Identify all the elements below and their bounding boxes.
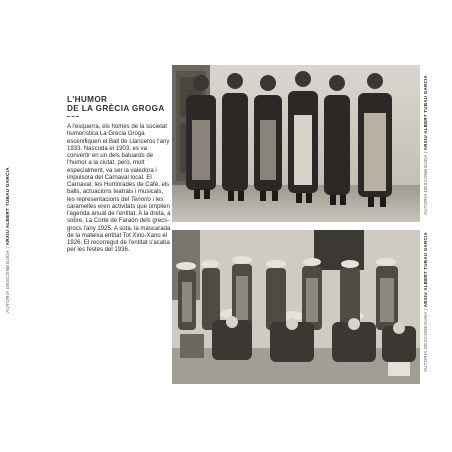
credit-archive: ARXIU ALBERT TUBAU GARCIA [423,75,428,151]
credit-separator: | [423,150,428,155]
title-line-2: DE LA GRÈCIA GROGA [67,104,165,114]
standing-group-illustration [172,65,420,222]
body-text-part-1: A l'esquerra, els homes de la societat humorística La Grècia Groga escenifiquen el Ball de Llanceros l'any 1933. Nascuda el 1903, es va convertir en un dels baluards de l'humor a la ciutat, però, molt especialment, va ser la valedora i impulsora del Carnaval local. El Carnaval, les Humorades de Cafè, els balls, actuacions teatrals i musicals, les representacions del [67,124,170,203]
credit-archive: ARXIU ALBERT TUBAU GARCIA [5,167,10,246]
credit-archive: ARXIU ALBERT TUBAU GARCIA [423,232,428,308]
article-title [67,95,167,113]
credit-separator: | [5,245,10,251]
seated-costumed-group-photo [172,230,420,384]
body-text-italic: Tenorio [130,196,151,203]
costumed-group-photo [172,65,420,222]
body-text-part-2: i les caramelles eren activitats que omplien l'agenda anual de l'entitat. A la dreta, a sobre, La Corte de Faraón dels grecs-grocs l'any 1925. A sota, la mascarada de la mateixa entitat Tot Xino-Xano el 1926. El recorregut de l'entitat s'acaba per les festes del 1936. [67,196,171,254]
title-line-1: L'HUMOR [67,95,108,104]
credit-author: AUTORIA DESCONEGUDA [423,311,428,372]
credit-author: AUTORIA DESCONEGUDA [423,154,428,215]
top-photo-credit [423,75,428,215]
seated-group-illustration [172,230,420,384]
article-body [67,124,171,255]
credit-author: AUTORIA DESCONEGUDA [5,250,10,313]
left-photo-credit [5,140,13,340]
title-divider [67,116,79,117]
credit-separator: | [423,307,428,312]
bottom-photo-credit [423,232,428,372]
